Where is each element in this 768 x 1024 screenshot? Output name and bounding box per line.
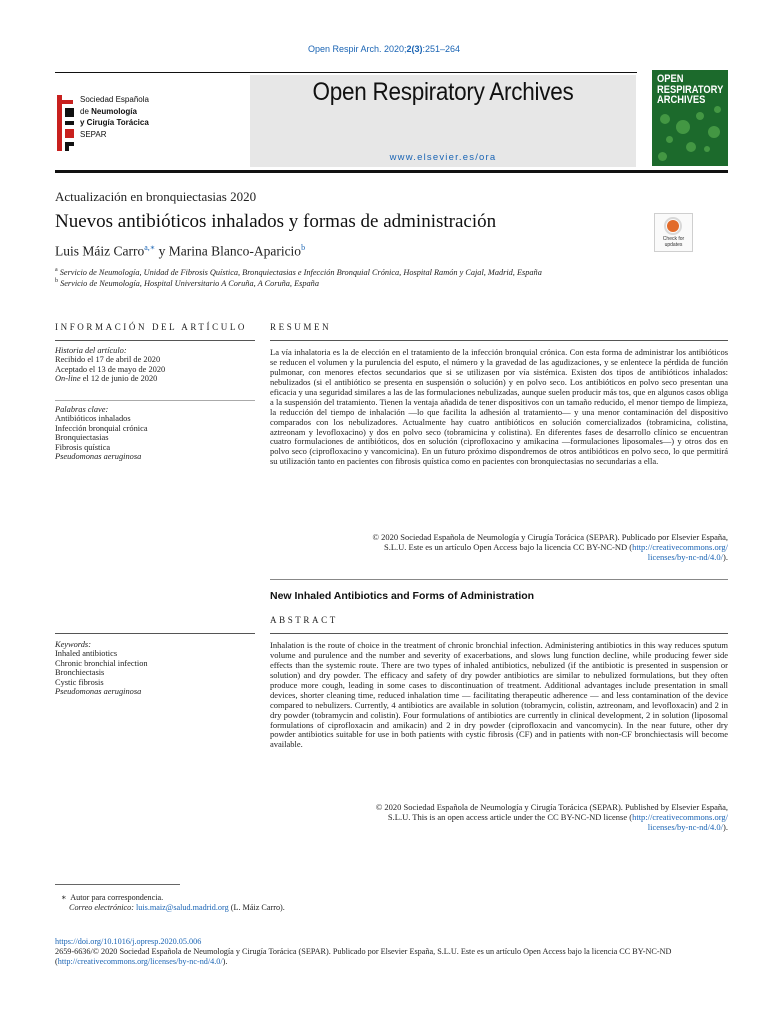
- author-name: Marina Blanco-Aparicio: [168, 243, 302, 259]
- society-name: Sociedad Española de Neumología y Cirugía Torácica SEPAR: [80, 95, 149, 139]
- abstract-text: Inhalation is the route of choice in the treatment of chronic bronchial infection. Administering antibiotics in this way reduces sputum volume and purulence and the number and severity of exacerbations, and slows lung function decline, while producing fewer side effects than the systemic route. There are two types of inhaled antibiotics, nebulized (if the antibiotic is presented in suspension or solution) and dry powder. The efficacy and safety of dry powder antibiotics are similar to nebulized formulations, but they often produce more cough, leading in some cases to discontinuation of treatment. Additional advantages include presentation in small devices, shorter cleaning time, reduced inhalation time — facilitating therapeutic adherence — and less contamination of the device compared to nebulizers. Currently, 4 antibiotics are available in solution (tobramycin, colistin, aztreonam, and levofloxacin) and 2 in dry powder (tobramycin and colistin). Four formulations of antibiotics are currently in clinical development, 2 in solution (liposomal formulations of ciprofloxacin and amikacin) and 2 in dry powder (ciprofloxacin and vancomycin). In the near future, other dry powder antibiotics suitable for use in both patients with cystic fibrosis (CF) and in patients with non-CF bronchiectasis will become available.: [270, 640, 728, 750]
- affiliation-b: $^b$ Servicio de Neumología, Hospital Universitario A Coruña, A Coruña, España: [55, 278, 319, 288]
- article-history: Historia del artículo: Recibido el 17 de abril de 2020 Aceptado el 13 de mayo de 2020 On-line el 12 de junio de 2020: [55, 346, 166, 384]
- doi-block: https://doi.org/10.1016/j.opresp.2020.05.006 2659-6636/© 2020 Sociedad Española de Neumología y Cirugía Torácica (SEPAR). Publicado por Elsevier España, S.L.U. Este es un artículo Open Access bajo la licencia CC BY-NC-ND (http://creativecommons.org/licenses/by-nc-nd/4.0/).: [55, 937, 728, 968]
- cover-title: OPEN RESPIRATORY ARCHIVES: [657, 73, 724, 106]
- keyword: Inhaled antibiotics: [55, 649, 118, 659]
- author-name: Luis Máiz Carro: [55, 243, 145, 259]
- resumen-text: La vía inhalatoria es la de elección en el tratamiento de la infección bronquial crónica. Con esta forma de administrar los antibióticos se reducen el volumen y la purulencia del esputo, el número y la gravedad de las agudizaciones, y se enlentece la pérdida de función pulmonar, con menores efectos secundarios que si se utilizasen por vía sistémica. Existen dos tipos de antibióticos inhalados: nebulizados (si el antibiótico se presenta en suspensión o solución) y en polvo seco. Los antibióticos en polvo seco presentan una eficacia y una seguridad similares a las de las formulaciones nebulizadas, aunque suelen producir más tos, que en algunos casos obliga a la suspensión del tratamiento. Tienen la ventaja añadida de tener dispositivos con un tamaño reducido, el menor tiempo de limpieza, la reducción del tiempo de inhalación —lo que facilita la adhesión al tratamiento— y una menor contaminación del dispositivo comparados con los nebulizadores. Actualmente hay cuatro antibióticos en solución comercializados (tobramicina, colistina, aztreonam y levofloxacino) y dos en polvo seco (tobramicina y colistina). En diferentes fases de desarrollo clínico se encuentran cuatro formulaciones de antibióticos, dos en solución (ciprofloxacino y amikacina —formulaciones liposomales—) y otros dos en polvo seco (ciprofloxacino y vancomicina). En un futuro próximo dispondremos de otros antibióticos en polvo seco, lo que permitirá su utilización tanto en pacientes con fibrosis quística como en pacientes con bronquiectasias no secundarias a ella.: [270, 347, 728, 467]
- license-link[interactable]: http://creativecommons.org/: [632, 541, 728, 552]
- corresponding-note: ∗ Autor para correspondencia. Correo electrónico: luis.maiz@salud.madrid.org (L. Máiz Carro).: [61, 893, 285, 912]
- footnote-rule: [55, 884, 180, 885]
- doi-link[interactable]: https://doi.org/10.1016/j.opresp.2020.05.006: [55, 937, 202, 946]
- abstract-copyright: © 2020 Sociedad Española de Neumología y Cirugía Torácica (SEPAR). Published by Elsevier España, S.L.U. This is an open access article under the CC BY-NC-ND license (http://creativecommons.org/ licenses/by-nc-nd/4.0/).: [375, 802, 728, 832]
- abstract-heading: ABSTRACT: [270, 615, 338, 625]
- resumen-copyright: © 2020 Sociedad Española de Neumología y Cirugía Torácica (SEPAR). Publicado por Elsevier España, S.L.U. Este es un artículo Open Access bajo la licencia CC BY-NC-ND (http://creativecommons.org/ licenses/by-nc-nd/4.0/).: [372, 532, 728, 562]
- resumen-heading: RESUMEN: [270, 322, 332, 332]
- license-link[interactable]: http://creativecommons.org/: [632, 811, 728, 822]
- article-title: Nuevos antibióticos inhalados y formas de administración: [55, 211, 497, 232]
- keyword: Pseudomonas aeruginosa: [55, 687, 142, 697]
- keyword: Fibrosis quística: [55, 442, 111, 452]
- affiliation-a: $^a$ Servicio de Neumología, Unidad de Fibrosis Quística, Bronquiectasias e Infección Bronquial Crónica, Hospital Ramón y Cajal, Madrid, España: [55, 267, 542, 277]
- keyword: Bronchiectasis: [55, 668, 105, 678]
- keyword: Antibióticos inhalados: [55, 414, 131, 424]
- article-info-heading: INFORMACIÓN DEL ARTÍCULO: [55, 322, 248, 332]
- english-title: New Inhaled Antibiotics and Forms of Administration: [270, 590, 535, 602]
- header-rule: [55, 72, 637, 73]
- keyword: Bronquiectasias: [55, 433, 109, 443]
- author-affiliation-link[interactable]: a,∗: [144, 243, 156, 252]
- license-link[interactable]: licenses/by-nc-nd/4.0/: [647, 551, 724, 562]
- header-thick-rule: [55, 170, 728, 173]
- keyword: Chronic bronchial infection: [55, 658, 148, 668]
- license-link[interactable]: http://creativecommons.org/licenses/by-nc-nd/4.0/: [57, 957, 223, 967]
- separ-logo-icon: [55, 94, 77, 152]
- keyword: Cystic fibrosis: [55, 677, 104, 687]
- journal-citation[interactable]: Open Respir Arch. 2020;2(3):251–264: [307, 44, 461, 54]
- journal-title: Open Respiratory Archives: [312, 78, 574, 106]
- author-list: Luis Máiz Carro$^{a,∗}$ y Marina Blanco-Aparicio$^b$: [55, 243, 306, 259]
- crossmark-badge[interactable]: Check for updates: [654, 213, 693, 252]
- article-section: Actualización en bronquiectasias 2020: [55, 189, 257, 204]
- journal-url[interactable]: www.elsevier.es/ora: [389, 152, 497, 163]
- keywords-es: Palabras clave: Antibióticos inhalados Infección bronquial crónica Bronquiectasias Fibrosis quística Pseudomonas aeruginosa: [55, 405, 255, 461]
- author-affiliation-link[interactable]: b: [301, 243, 306, 252]
- email-link[interactable]: luis.maiz@salud.madrid.org: [136, 903, 229, 912]
- keywords-en: Keywords: Inhaled antibiotics Chronic bronchial infection Bronchiectasis Cystic fibrosis Pseudomonas aeruginosa: [55, 640, 255, 696]
- keyword: Infección bronquial crónica: [55, 423, 148, 433]
- keyword: Pseudomonas aeruginosa: [55, 452, 142, 462]
- license-link[interactable]: licenses/by-nc-nd/4.0/: [647, 821, 724, 832]
- journal-cover: [652, 70, 728, 166]
